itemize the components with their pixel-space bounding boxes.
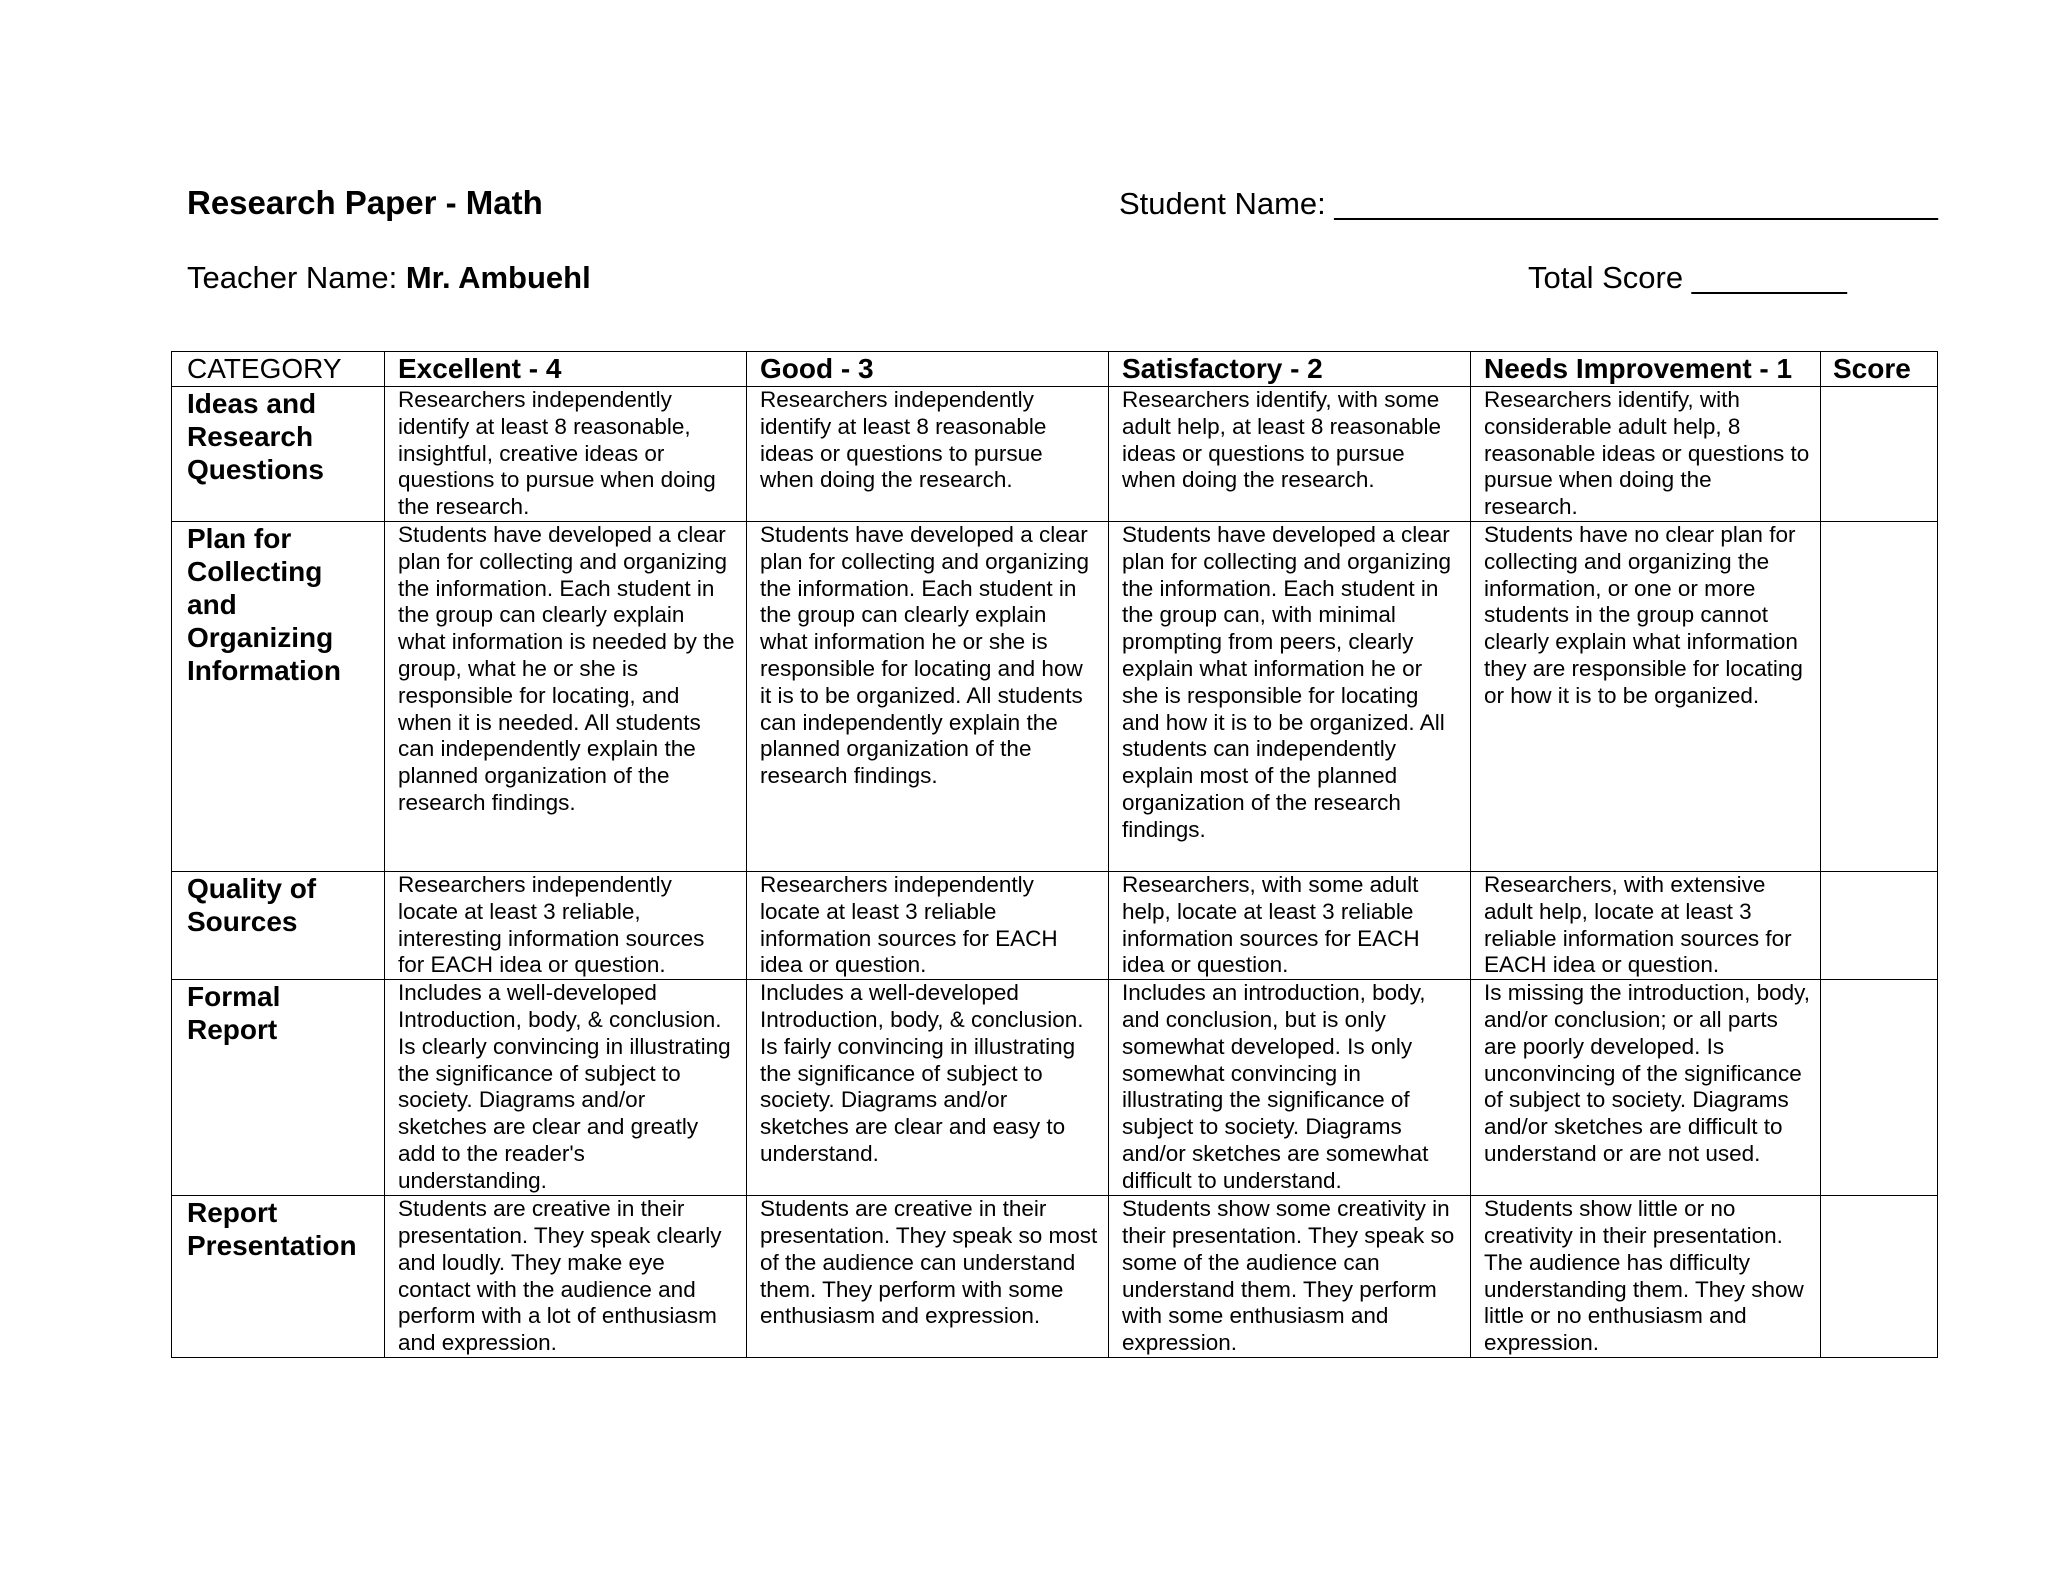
table-row [172,387,1938,522]
cell-satisfactory: Students show some creativity in their presentation. They speak so some of the audience can understand them. They perform with some enthusiasm and expression. [1109,1196,1471,1358]
header-excellent: Excellent - 4 [385,352,747,387]
table-row [172,872,1938,980]
cell-good: Researchers independently identify at least 8 reasonable ideas or questions to pursue when doing the research. [747,387,1109,522]
cell-needs-improvement: Students have no clear plan for collecting and organizing the information, or one or more students in the group cannot clearly explain what information they are responsible for locating or how it is to be organized. [1471,522,1821,872]
cell-excellent: Students have developed a clear plan for collecting and organizing the information. Each student in the group can clearly explain what information is needed by the group, what he or she is responsible for locating, and when it is needed. All students can independently explain the planned organization of the research findings. [385,522,747,872]
cell-excellent: Students are creative in their presentation. They speak clearly and loudly. They make eye contact with the audience and perform with a lot of enthusiasm and expression. [385,1196,747,1358]
teacher-name-label: Teacher Name: [187,260,406,295]
cell-good: Students are creative in their presentation. They speak so most of the audience can understand them. They perform with some enthusiasm and expression. [747,1196,1109,1358]
table-row [172,980,1938,1196]
cell-excellent: Includes a well-developed Introduction, body, & conclusion. Is clearly convincing in illustrating the significance of subject to society. Diagrams and/or sketches are clear and greatly add to the reader's understanding. [385,980,747,1196]
header-score: Score [1821,352,1938,387]
score-cell[interactable] [1821,980,1938,1196]
cell-excellent: Researchers independently locate at least 3 reliable, interesting information sources for EACH idea or question. [385,872,747,980]
score-cell[interactable] [1821,387,1938,522]
score-cell[interactable] [1821,522,1938,872]
cell-satisfactory: Researchers identify, with some adult help, at least 8 reasonable ideas or questions to pursue when doing the research. [1109,387,1471,522]
table-row [172,1196,1938,1358]
cell-good: Researchers independently locate at least 3 reliable information sources for EACH idea or question. [747,872,1109,980]
row-category: Plan for Collecting and Organizing Information [172,522,385,872]
cell-needs-improvement: Is missing the introduction, body, and/or conclusion; or all parts are poorly developed. Is unconvincing of the significance of subject to society. Diagrams and/or sketches are difficult to understand or are not used. [1471,980,1821,1196]
cell-needs-improvement: Researchers, with extensive adult help, locate at least 3 reliable information sources for EACH idea or question. [1471,872,1821,980]
cell-needs-improvement: Researchers identify, with considerable adult help, 8 reasonable ideas or questions to pursue when doing the research. [1471,387,1821,522]
row-category: Report Presentation [172,1196,385,1358]
document-title: Research Paper - Math [187,184,543,221]
total-score-field[interactable]: Total Score _________ [1528,260,1847,295]
cell-excellent: Researchers independently identify at least 8 reasonable, insightful, creative ideas or questions to pursue when doing the research. [385,387,747,522]
cell-satisfactory: Includes an introduction, body, and conclusion, but is only somewhat developed. Is only somewhat convincing in illustrating the significance of subject to society. Diagrams and/or sketches are somewhat difficult to understand. [1109,980,1471,1196]
row-category: Formal Report [172,980,385,1196]
table-row [172,522,1938,872]
cell-good: Students have developed a clear plan for collecting and organizing the information. Each student in the group can clearly explain what information he or she is responsible for locating and how it is to be organized. All students can independently explain the planned organization of the research findings. [747,522,1109,872]
teacher-name-value: Mr. Ambuehl [405,260,591,295]
student-name-field[interactable]: Student Name: ___________________________________ [1119,186,1938,221]
teacher-name-line [187,260,591,296]
score-cell[interactable] [1821,872,1938,980]
row-category: Ideas and Research Questions [172,387,385,522]
cell-satisfactory: Students have developed a clear plan for collecting and organizing the information. Each student in the group can, with minimal prompting from peers, clearly explain what information he or she is responsible for locating and how it is to be organized. All students can independently explain most of the planned organization of the research findings. [1109,522,1471,872]
cell-satisfactory: Researchers, with some adult help, locate at least 3 reliable information sources for EACH idea or question. [1109,872,1471,980]
row-category: Quality of Sources [172,872,385,980]
rubric-table [171,351,1938,1358]
header-needs-improvement: Needs Improvement - 1 [1471,352,1821,387]
header-good: Good - 3 [747,352,1109,387]
header-row [172,352,1938,387]
header-category: CATEGORY [172,352,385,387]
cell-needs-improvement: Students show little or no creativity in their presentation. The audience has difficulty understanding them. They show little or no enthusiasm and expression. [1471,1196,1821,1358]
score-cell[interactable] [1821,1196,1938,1358]
cell-good: Includes a well-developed Introduction, body, & conclusion. Is fairly convincing in illustrating the significance of subject to society. Diagrams and/or sketches are clear and easy to understand. [747,980,1109,1196]
header-satisfactory: Satisfactory - 2 [1109,352,1471,387]
